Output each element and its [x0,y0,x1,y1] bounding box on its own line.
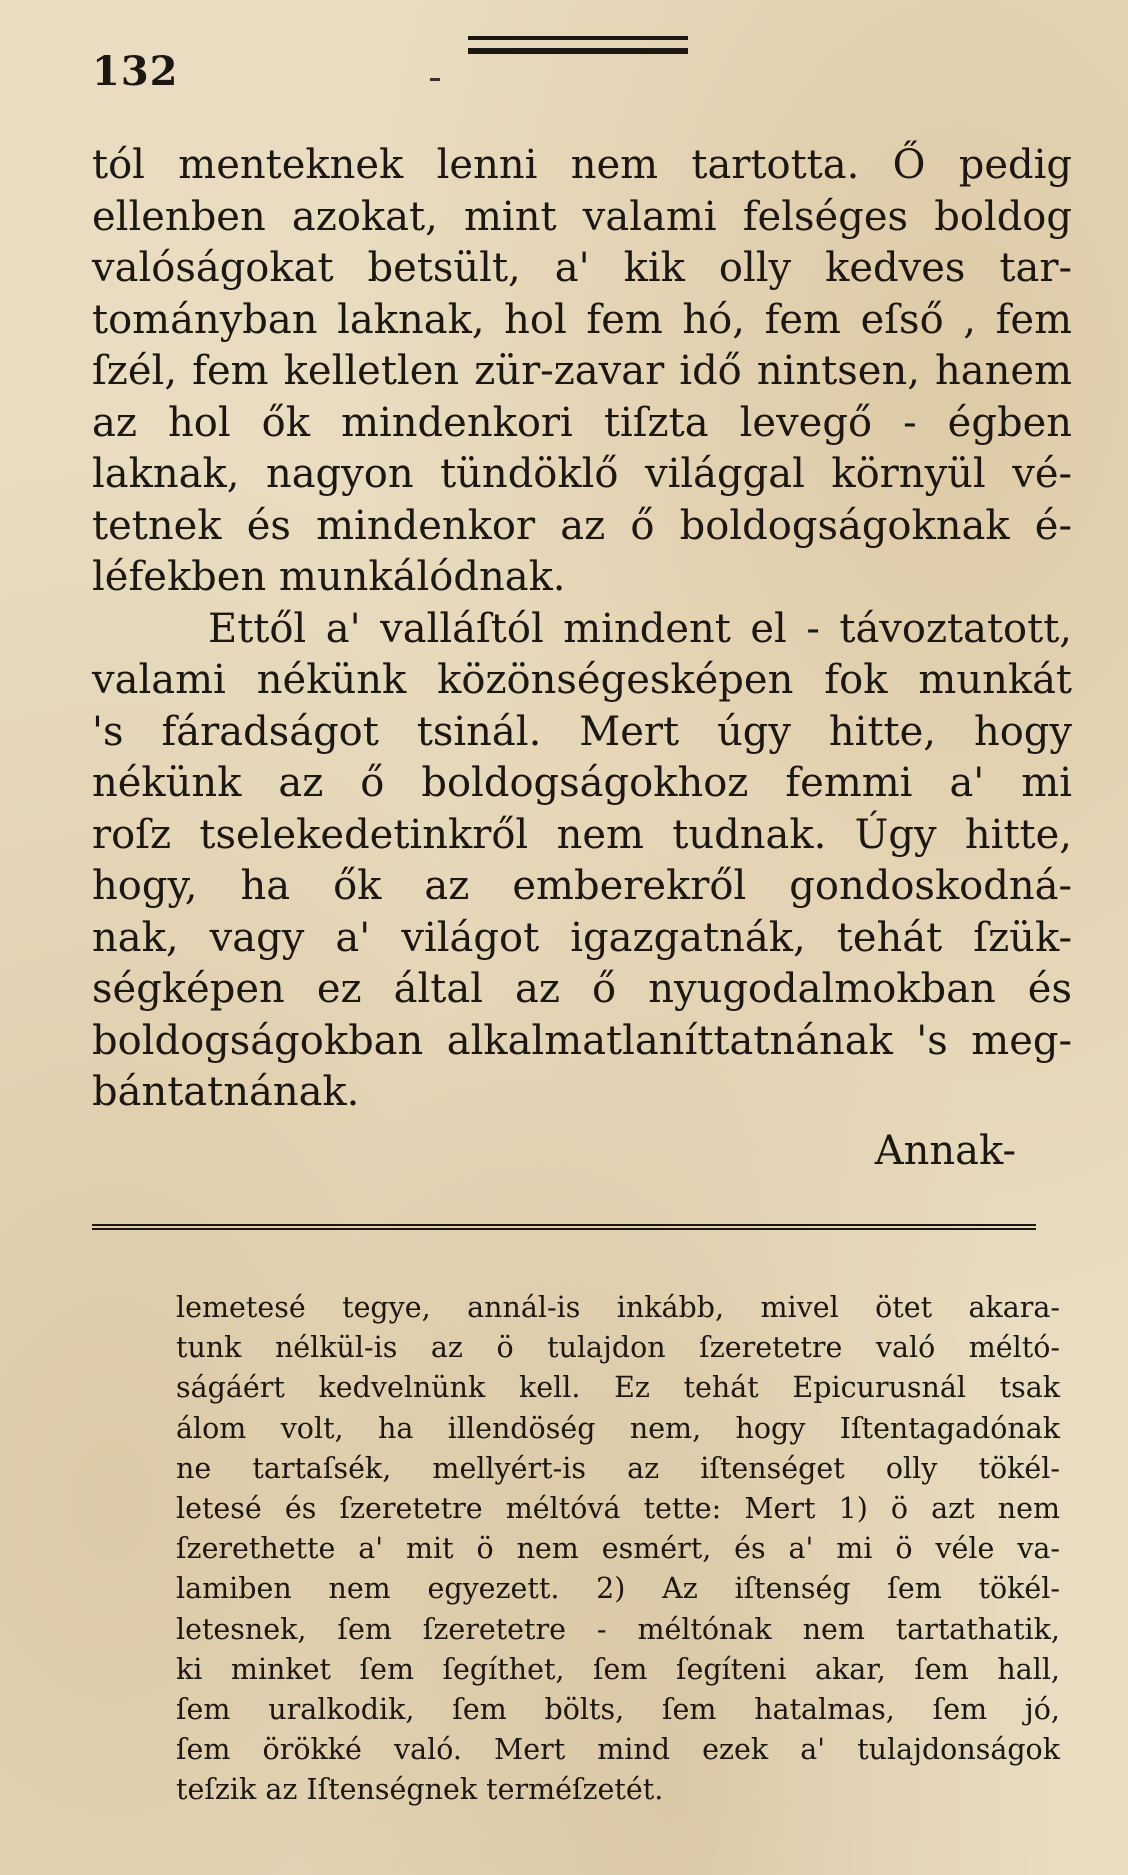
main-text-line: nékünk az ő boldogságokhoz femmi a' mi [92,760,1072,806]
main-text-line: tól menteknek lenni nem tartotta. Ő pedig [92,142,1072,188]
main-text-line: ségképen ez által az ő nyugodalmokban és [92,966,1072,1012]
header-dash-mark [430,78,440,81]
main-text-line: boldogságokban alkalmatlaníttatnának 's meg- [92,1017,1072,1064]
footnote-line: lamiben nem egyezett. 2) Az iſtenség ſem tökél- [176,1572,1060,1606]
header-ornament-rule [468,36,688,54]
footnote-line: ſzerethette a' mit ö nem esmért, és a' mi ö véle va- [176,1532,1060,1566]
footnote-line: letesé és ſzeretetre méltóvá tette: Mert 1) ö azt nem [176,1492,1060,1526]
footnote-line: ſem uralkodik, ſem bölts, ſem hatalmas, ſem jó, [176,1693,1060,1727]
footnote-line: lemetesé tegye, annál-is inkább, mivel ötet akara- [176,1291,1060,1324]
main-text-line: nak, vagy a' világot igazgatnák, tehát ſzük- [92,914,1072,961]
footnote-line: ſem örökké való. Mert mind ezek a' tulajdonságok [176,1733,1060,1767]
main-text-line: Ettől a' valláſtól mindent el - távoztatott, [208,605,1072,652]
catchword: Annak- [874,1128,1016,1174]
footnote-line: letesnek, ſem ſzeretetre - méltónak nem tartathatik, [176,1612,1060,1646]
main-text-line: ellenben azokat, mint valami felséges boldog [92,193,1072,240]
footnote-line: álom volt, ha illendöség nem, hogy Iſtentagadónak [176,1411,1060,1445]
main-text-line: tetnek és mindenkor az ő boldogságoknak é- [92,502,1072,549]
main-text-line: bántatnának. [92,1069,360,1115]
footnote-line: teſzik az Iſtenségnek terméſzetét. [176,1773,664,1807]
main-text-line: valóságokat betsült, a' kik olly kedves tar- [92,245,1072,291]
footnote-block [176,1288,1060,1811]
page-number: 132 [92,48,179,95]
footnote-line: ki minket ſem ſegíthet, ſem ſegíteni akar, ſem hall, [176,1652,1060,1686]
main-text-line: laknak, nagyon tündöklő világgal környül vé- [92,451,1072,497]
main-text-line: tományban laknak, hol fem hó, fem eſső , fem [92,296,1072,343]
main-text-line: roſz tselekedetinkről nem tudnak. Úgy hitte, [92,811,1072,858]
main-text-line: az hol ők mindenkori tiſzta levegő - égben [92,399,1072,446]
main-text-line: hogy, ha ők az emberekről gondoskodná- [92,863,1072,909]
footnote-line: ne tartaſsék, mellyért-is az iſtenséget olly tökél- [176,1451,1060,1485]
main-text-block [92,140,1072,1119]
main-text-line: 's fáradságot tsinál. Mert úgy hitte, hogy [92,708,1072,755]
main-text-line: ſzél, fem kelletlen zür-zavar idő nintsen, hanem [92,348,1072,394]
footnote-line: tunk nélkül-is az ö tulajdon ſzeretetre való méltó- [176,1331,1060,1365]
footnote-line: ságáért kedvelnünk kell. Ez tehát Epicurusnál tsak [176,1371,1060,1405]
main-text-line: valami nékünk közönségesképen fok munkát [92,657,1072,703]
main-text-line: léfekben munkálódnak. [92,554,566,600]
footnote-separator-rule [92,1224,1036,1230]
